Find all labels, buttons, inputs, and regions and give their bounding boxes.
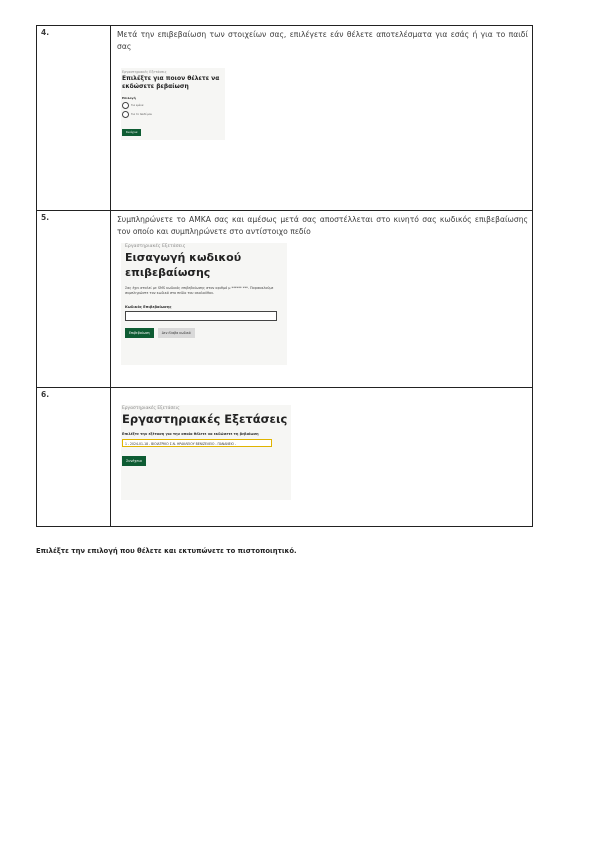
instructions-table <box>36 25 533 527</box>
closing-instruction: Επιλέξτε την επιλογή που θέλετε και εκτυπώνετε το πιστοποιητικό. <box>36 547 297 555</box>
step-content <box>111 388 533 527</box>
resend-code-button: Δεν έλαβα κωδικό <box>158 328 195 338</box>
step-instruction: Συμπληρώνετε το ΑΜΚΑ σας και αμέσως μετά σας αποστέλλεται στο κινητό σας κωδικός επιβεβαίωσης τον οποίο και συμπληρώνετε στο αντίστοιχο πεδίο <box>117 215 528 236</box>
continue-button: Συνέχεια <box>122 456 146 466</box>
screenshot-heading: Εργαστηριακές Εξετάσεις <box>122 412 288 426</box>
radio-option-label: Για το παιδί μου <box>131 113 153 116</box>
verification-code-field <box>125 311 277 321</box>
radio-icon <box>122 111 129 118</box>
step-content <box>111 26 533 211</box>
sms-notice-text: Σας έχει σταλεί με SMS κωδικός επιβεβαίωσης στον αριθμό μ ****** ***. Παρακαλούμε συμπληρώστε τον κωδικό στο πεδίο του ακολούθου. <box>125 286 274 296</box>
field-label: Κωδικός Επιβεβαίωσης <box>125 305 172 310</box>
service-name: Εργαστηριακές Εξετάσεις <box>122 406 180 411</box>
step-row-5 <box>37 211 533 388</box>
radio-option-me <box>121 100 225 109</box>
step-content <box>111 211 533 388</box>
service-name: Εργαστηριακές Εξετάσεις <box>125 244 186 249</box>
screenshot-verification-code <box>121 243 287 365</box>
radio-icon <box>122 102 129 109</box>
button-group <box>121 321 287 338</box>
step-number: 4. <box>37 26 111 211</box>
continue-button: Συνέχεια <box>122 129 141 136</box>
screenshot-choose-recipient <box>121 68 225 140</box>
field-label: Επιλέξτε την εξέταση για την οποία θέλετε να εκδώσετε τη βεβαίωση <box>122 432 259 436</box>
step-number: 6. <box>37 388 111 527</box>
radio-option-child <box>121 109 225 118</box>
step-row-4 <box>37 26 533 211</box>
screenshot-heading: Εισαγωγή κωδικού επιβεβαίωσης <box>125 251 242 279</box>
field-label: Επιλογή <box>122 96 136 100</box>
service-name: Εργαστηριακές Εξετάσεις <box>122 70 167 74</box>
screenshot-select-exam <box>121 405 291 500</box>
step-number: 5. <box>37 211 111 388</box>
exam-select: 1 - 2024-01-18 - ΒΙΟΙΑΤΡΙΚΟ Σ.Ν. ΗΡΑΚΛΕΙΟΥ ΒΕΝΙΖΕΛΕΙΟ - ΠΑΝΑΝΕΙΟ - <box>122 439 272 447</box>
step-instruction: Μετά την επιβεβαίωση των στοιχείων σας, επιλέγετε εάν θέλετε αποτελέσματα για εσάς ή για το παιδί σας <box>117 30 528 51</box>
confirm-button: Επιβεβαίωση <box>125 328 154 338</box>
screenshot-heading: Επιλέξτε για ποιον θέλετε να εκδώσετε βεβαίωση <box>122 75 220 90</box>
step-row-6 <box>37 388 533 527</box>
radio-option-label: Για εμένα <box>131 104 144 107</box>
